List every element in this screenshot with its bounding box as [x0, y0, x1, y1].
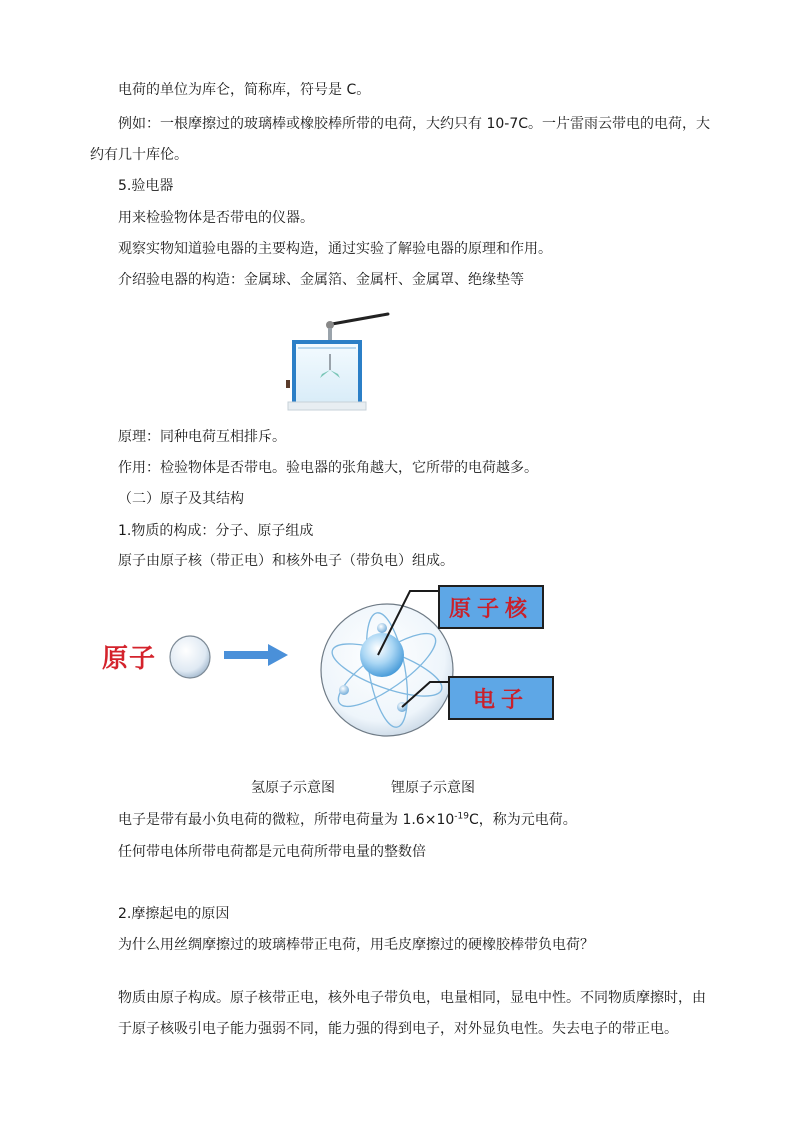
nucleus-label-text: 原子核 — [448, 595, 533, 622]
heading-electroscope: 5.验电器 — [118, 178, 174, 194]
nucleus-label-box — [438, 585, 544, 629]
paragraph-question: 为什么用丝绸摩擦过的玻璃棒带正电荷，用毛皮摩擦过的硬橡胶棒带负电荷？ — [118, 937, 594, 953]
heading-friction-cause: 2.摩擦起电的原因 — [118, 906, 230, 922]
paragraph-example-1: 例如：一根摩擦过的玻璃棒或橡胶棒所带的电荷，大约只有 10-7C。一片雷雨云带电的电荷，大 — [118, 116, 710, 132]
atom-word-label: 原子 — [102, 644, 157, 674]
paragraph-composition: 1.物质的构成：分子、原子组成 — [118, 523, 314, 539]
paragraph-structure: 介绍验电器的构造：金属球、金属箔、金属杆、金属罩、绝缘垫等 — [118, 272, 524, 288]
electron-charge-exponent: -19 — [454, 811, 469, 822]
paragraph-explanation-2: 于原子核吸引电子能力强弱不同，能力强的得到电子，对外显负电性。失去电子的带正电。 — [118, 1021, 678, 1037]
paragraph-example-2: 约有几十库伦。 — [90, 147, 188, 163]
paragraph-explanation-1: 物质由原子构成。原子核带正电，核外电子带负电，电量相同，显电中性。不同物质摩擦时，由 — [118, 990, 706, 1006]
electron-label-text: 电子 — [472, 686, 529, 713]
paragraph-function: 作用：检验物体是否带电。验电器的张角越大，它所带的电荷越多。 — [118, 460, 538, 476]
paragraph-unit: 电荷的单位为库仑，简称库，符号是 C。 — [118, 82, 371, 98]
electron-charge-pre: 电子是带有最小负电荷的微粒，所带电荷量为 1.6×10 — [118, 812, 455, 828]
heading-atom-structure: （二）原子及其结构 — [118, 491, 244, 507]
paragraph-atom-parts: 原子由原子核（带正电）和核外电子（带负电）组成。 — [118, 553, 454, 569]
caption-lithium: 锂原子示意图 — [391, 780, 475, 796]
electron-label-box — [448, 676, 554, 720]
paragraph-electroscope-def: 用来检验物体是否带电的仪器。 — [118, 210, 314, 226]
electron-charge-post: C，称为元电荷。 — [468, 812, 577, 828]
paragraph-observe: 观察实物知道验电器的主要构造，通过实验了解验电器的原理和作用。 — [118, 241, 552, 257]
paragraph-electron-charge — [118, 810, 577, 830]
paragraph-integer-multiple: 任何带电体所带电荷都是元电荷所带电量的整数倍 — [118, 844, 426, 860]
caption-hydrogen: 氢原子示意图 — [251, 780, 335, 796]
paragraph-principle: 原理：同种电荷互相排斥。 — [118, 429, 286, 445]
electroscope-image — [280, 308, 392, 412]
